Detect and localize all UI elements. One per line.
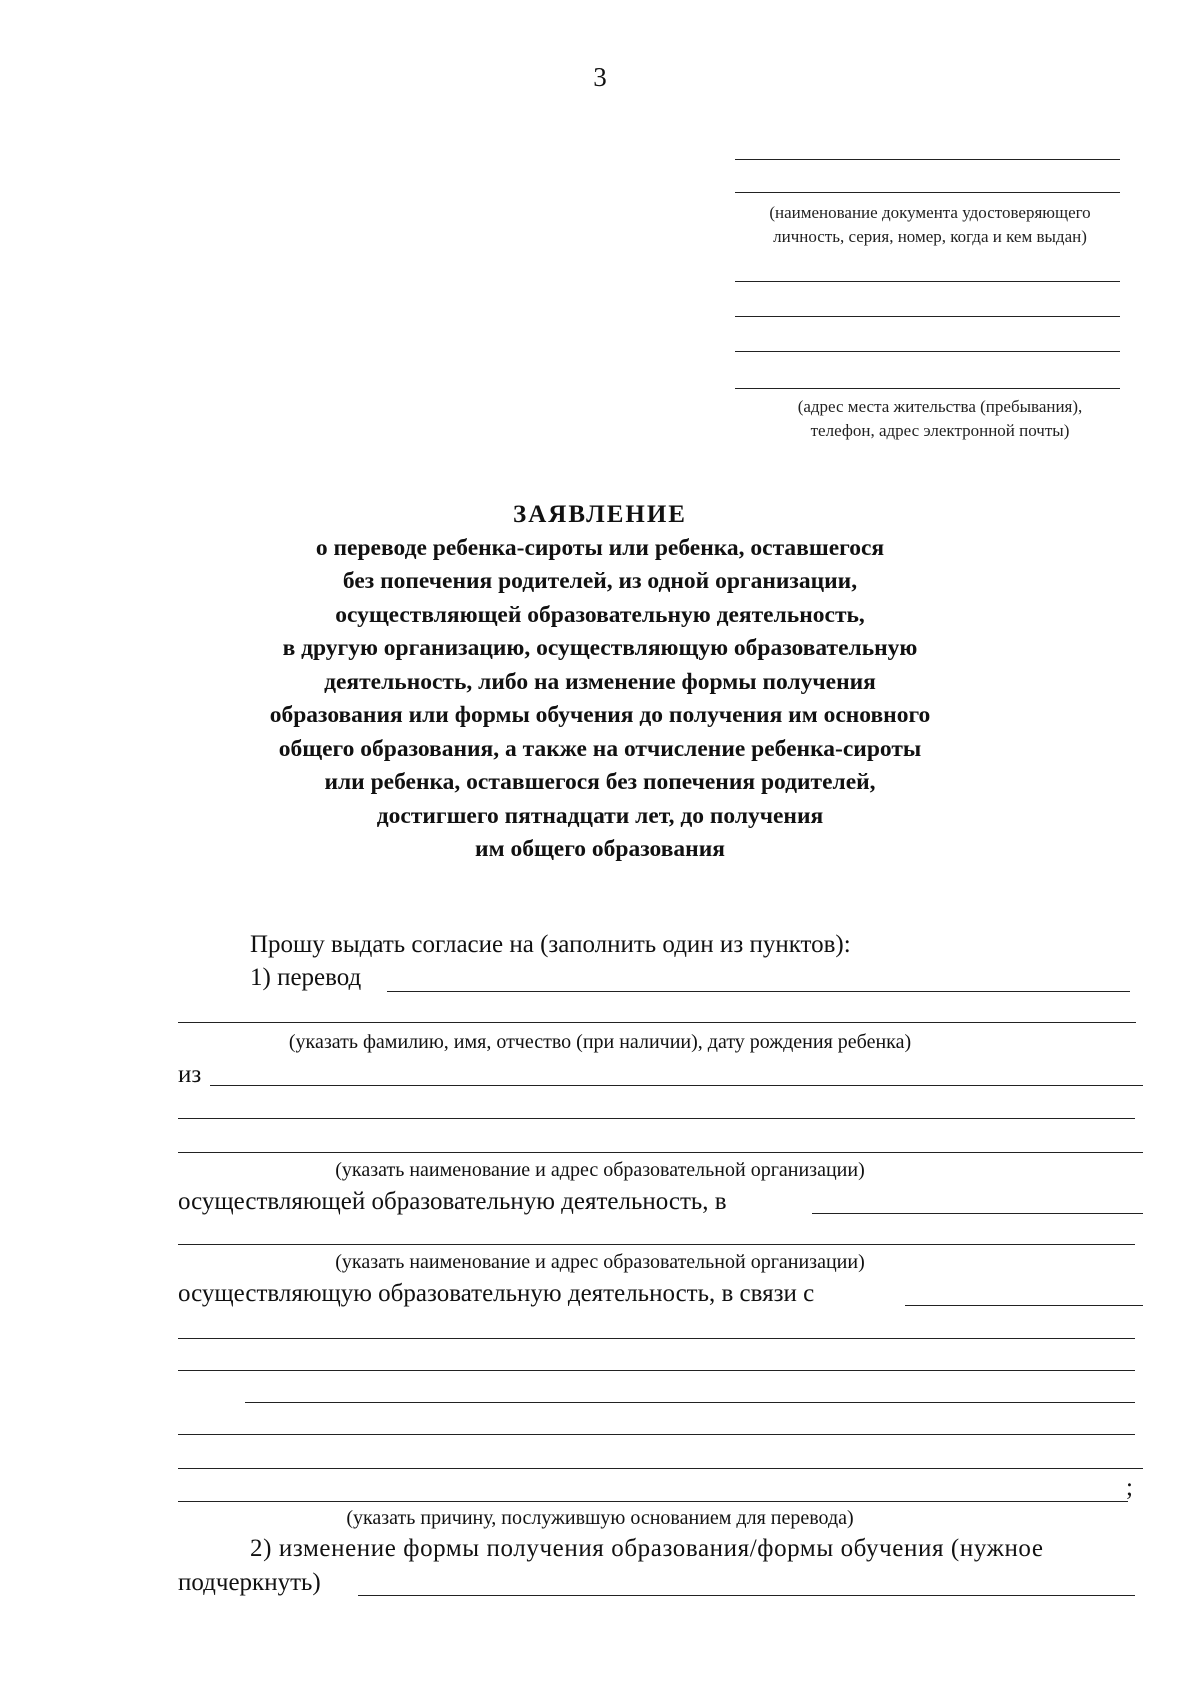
reason-semicolon: ;	[1126, 1474, 1133, 1501]
title-line: без попечения родителей, из одной организации,	[342, 568, 858, 594]
title-line: или ребенка, оставшегося без попечения родителей,	[324, 769, 876, 795]
form-change-line[interactable]	[358, 1595, 1135, 1596]
to-org-line-2[interactable]	[178, 1244, 1135, 1245]
id-document-caption-2: личность, серия, номер, когда и кем выдан)	[773, 227, 1087, 246]
title-line: им общего образования	[475, 836, 725, 862]
org-activity-to: осуществляющей образовательную деятельность, в	[178, 1188, 727, 1215]
reason-line-6[interactable]	[178, 1468, 1143, 1469]
title-line: общего образования, а также на отчисление ребенка-сироты	[278, 735, 922, 762]
from-label: из	[178, 1061, 202, 1088]
reason-caption: (указать причину, послужившую основанием для перевода)	[346, 1507, 854, 1529]
title-line: осуществляющей образовательную деятельность,	[335, 601, 865, 628]
from-org-line-3[interactable]	[178, 1152, 1143, 1153]
reason-line-2[interactable]	[178, 1338, 1135, 1339]
reason-line-1[interactable]	[905, 1305, 1143, 1306]
address-line-1[interactable]	[735, 281, 1120, 282]
from-org-line-2[interactable]	[178, 1118, 1135, 1119]
reason-line-4[interactable]	[245, 1402, 1135, 1403]
transfer-field-line[interactable]	[387, 991, 1130, 992]
org-activity-reason: осуществляющую образовательную деятельность, в связи с	[178, 1280, 815, 1307]
title-line: в другую организацию, осуществляющую образовательную	[282, 635, 918, 661]
title-line: деятельность, либо на изменение формы получения	[324, 668, 876, 695]
request-text: Прошу выдать согласие на (заполнить один из пунктов):	[250, 931, 851, 958]
title-heading: ЗАЯВЛЕНИЕ	[513, 501, 687, 528]
item2-line2: подчеркнуть)	[178, 1569, 321, 1596]
org-caption-1: (указать наименование и адрес образовательной организации)	[335, 1159, 865, 1181]
reason-line-3[interactable]	[178, 1370, 1135, 1371]
address-line-3[interactable]	[735, 351, 1120, 352]
id-document-caption-1: (наименование документа удостоверяющего	[769, 203, 1091, 222]
title-line: о переводе ребенка-сироты или ребенка, оставшегося	[315, 534, 885, 561]
from-org-line-1[interactable]	[210, 1085, 1143, 1086]
item1-label: 1) перевод	[250, 964, 362, 991]
org-caption-2: (указать наименование и адрес образовательной организации)	[335, 1251, 865, 1273]
item2-line1: 2) изменение формы получения образования/формы обучения (нужное	[250, 1535, 1044, 1562]
reason-line-7[interactable]	[178, 1501, 1128, 1502]
page-number: 3	[593, 62, 607, 92]
address-line-4[interactable]	[735, 388, 1120, 389]
to-org-line-1[interactable]	[812, 1213, 1143, 1214]
address-caption-2: телефон, адрес электронной почты)	[810, 421, 1070, 440]
id-document-line-1[interactable]	[735, 159, 1120, 160]
address-caption-1: (адрес места жительства (пребывания),	[797, 397, 1083, 416]
address-line-2[interactable]	[735, 316, 1120, 317]
document-title	[0, 498, 1200, 867]
title-line: образования или формы обучения до получения им основного	[269, 702, 931, 728]
id-document-line-2[interactable]	[735, 192, 1120, 193]
title-line: достигшего пятнадцати лет, до получения	[376, 802, 824, 829]
child-name-line[interactable]	[178, 1022, 1136, 1023]
reason-line-5[interactable]	[178, 1434, 1135, 1435]
child-caption: (указать фамилию, имя, отчество (при наличии), дату рождения ребенка)	[288, 1031, 912, 1053]
